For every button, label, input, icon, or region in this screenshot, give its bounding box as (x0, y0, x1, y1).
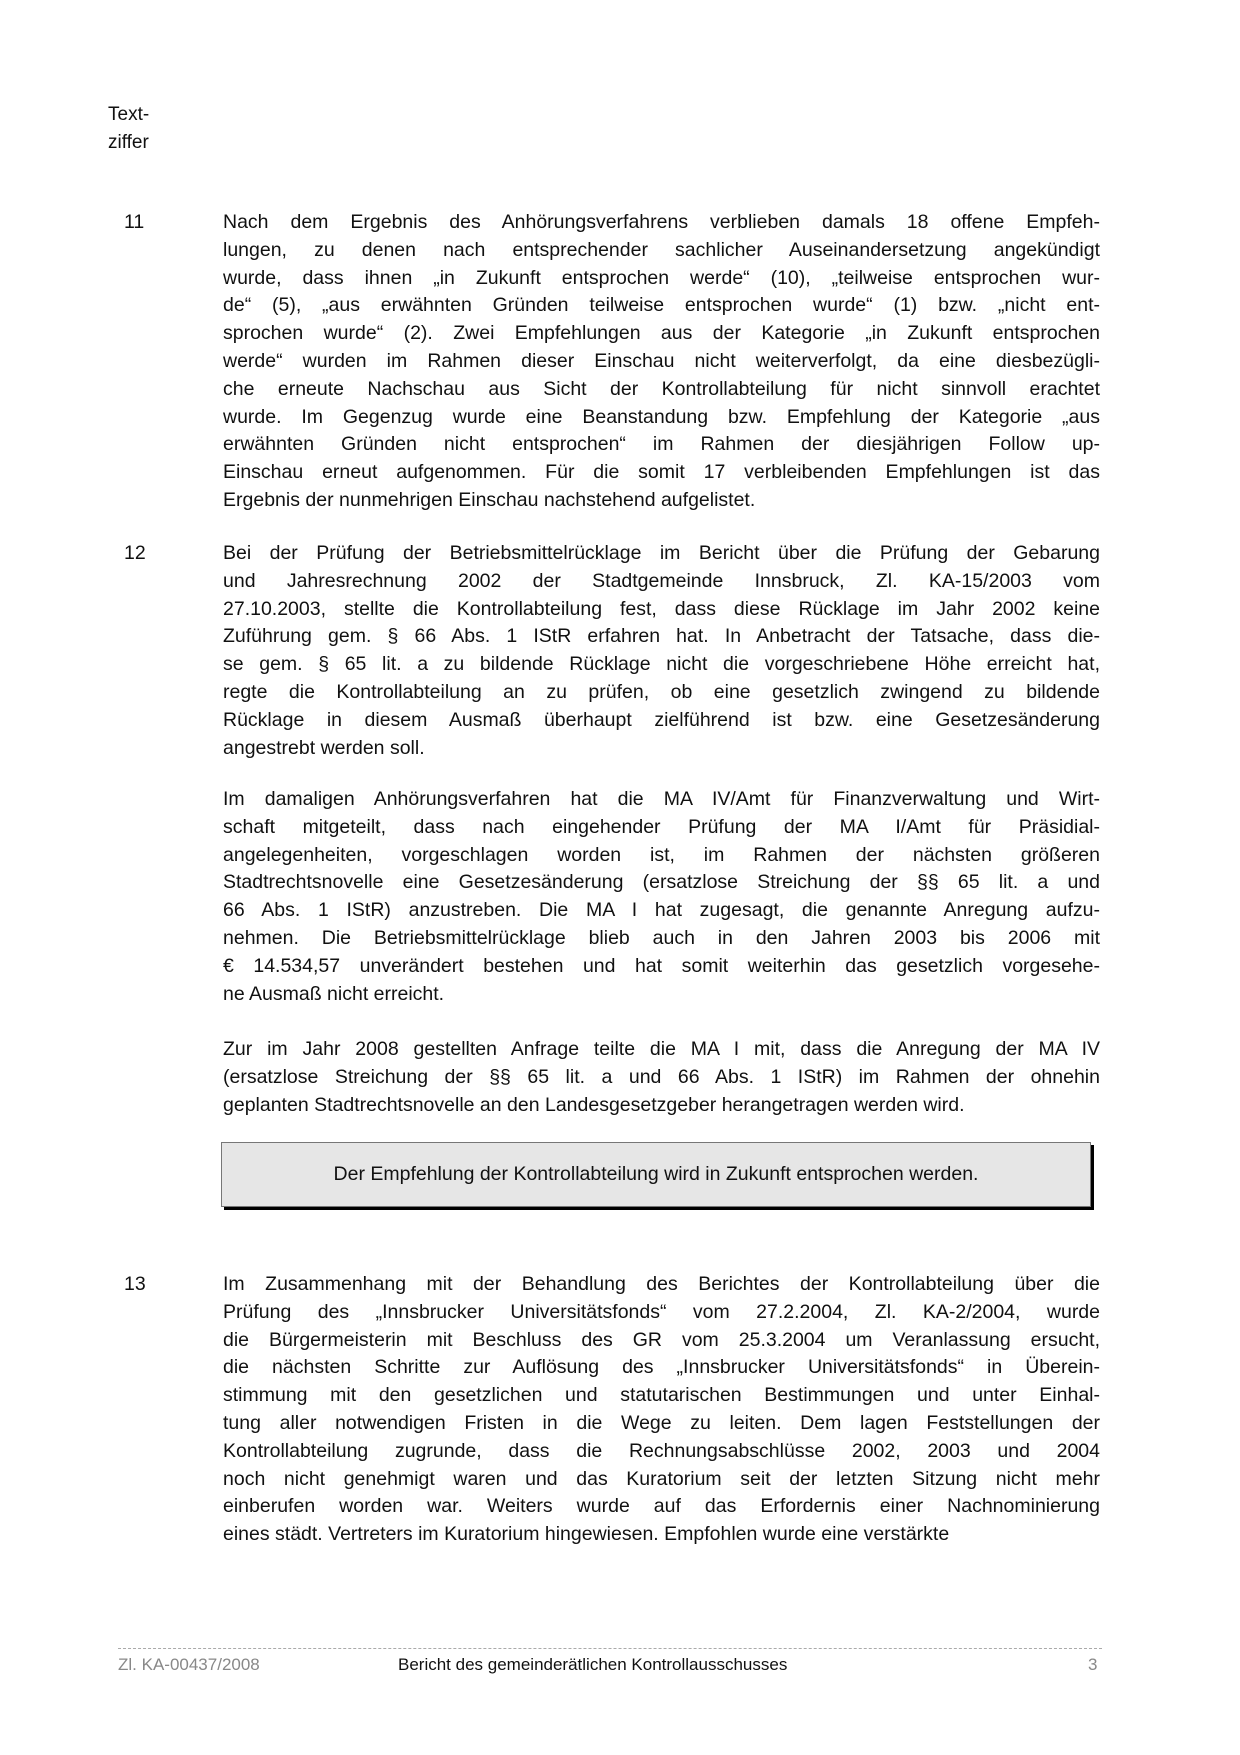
text-line: € 14.534,57 unverändert bestehen und hat somit weiterhin das gesetzlich vorgesehe- (223, 954, 1100, 977)
text-line: Zuführung gem. § 66 Abs. 1 IStR erfahren hat. In Anbetracht der Tatsache, dass die- (223, 625, 1100, 648)
text-line: stimmung mit den gesetzlichen und statutarischen Bestimmungen und unter Einhal- (223, 1384, 1100, 1407)
footer-reference: Zl. KA-00437/2008 (118, 1655, 260, 1674)
text-line: Ergebnis der nunmehrigen Einschau nachstehend aufgelistet. (223, 488, 756, 511)
text-line: Nach dem Ergebnis des Anhörungsverfahrens verblieben damals 18 offene Empfeh- (223, 211, 1100, 233)
text-line: 27.10.2003, stellte die Kontrollabteilung fest, dass diese Rücklage im Jahr 2002 keine (223, 597, 1100, 620)
text-line: geplanten Stadtrechtsnovelle an den Landesgesetzgeber herangetragen werden wird. (223, 1093, 965, 1116)
text-line: se gem. § 65 lit. a zu bildende Rücklage nicht die vorgeschriebene Höhe erreicht hat, (223, 653, 1100, 676)
textziffer-heading (108, 101, 149, 157)
text-line: erwähnten Gründen nicht entsprochen“ im Rahmen der diesjährigen Follow up- (223, 433, 1100, 456)
text-line: Kontrollabteilung zugrunde, dass die Rechnungsabschlüsse 2002, 2003 und 2004 (223, 1439, 1100, 1462)
section-12-paragraph-3 (223, 1036, 1100, 1119)
text-line: de“ (5), „aus erwähnten Gründen teilweise entsprochen wurde“ (1) bzw. „nicht ent- (223, 294, 1100, 317)
text-line: wurde. Im Gegenzug wurde eine Beanstandung bzw. Empfehlung der Kategorie „aus (223, 405, 1100, 428)
text-line: noch nicht genehmigt waren und das Kuratorium seit der letzten Sitzung nicht mehr (223, 1467, 1100, 1490)
textziffer-line-1: Text- (108, 104, 150, 125)
section-13-paragraph-1 (223, 1271, 1100, 1549)
text-line: Im damaligen Anhörungsverfahren hat die MA IV/Amt für Finanzverwaltung und Wirt- (223, 788, 1100, 810)
text-line: angelegenheiten, vorgeschlagen worden ist, im Rahmen der nächsten größeren (223, 843, 1100, 866)
text-line: einberufen worden war. Weiters wurde auf das Erfordernis einer Nachnominierung (223, 1495, 1100, 1518)
text-line: die nächsten Schritte zur Auflösung des „Innsbrucker Universitätsfonds“ in Überein- (223, 1356, 1100, 1379)
text-line: Bei der Prüfung der Betriebsmittelrücklage im Bericht über die Prüfung der Gebarung (223, 542, 1100, 564)
text-line: tung aller notwendigen Fristen in die Wege zu leiten. Dem lagen Feststellungen der (223, 1411, 1100, 1434)
text-line: die Bürgermeisterin mit Beschluss des GR vom 25.3.2004 um Veranlassung ersucht, (223, 1328, 1100, 1351)
textziffer-line-2: ziffer (108, 132, 149, 153)
text-line: (ersatzlose Streichung der §§ 65 lit. a und 66 Abs. 1 IStR) im Rahmen der ohnehin (223, 1065, 1100, 1088)
text-line: ne Ausmaß nicht erreicht. (223, 982, 445, 1005)
text-line: sprochen wurde“ (2). Zwei Empfehlungen aus der Kategorie „in Zukunft entsprochen (223, 322, 1100, 345)
text-line: regte die Kontrollabteilung an zu prüfen, ob eine gesetzlich zwingend zu bildende (223, 680, 1100, 703)
result-text: Der Empfehlung der Kontrollabteilung wird in Zukunft entsprochen werden. (333, 1163, 979, 1185)
text-line: Einschau erneut aufgenommen. Für die somit 17 verbleibenden Empfehlungen ist das (223, 461, 1100, 484)
text-line: wurde, dass ihnen „in Zukunft entsprochen werde“ (10), „teilweise entsprochen wur- (223, 266, 1100, 289)
text-line: werde“ wurden im Rahmen dieser Einschau nicht weiterverfolgt, da eine diesbezügli- (223, 349, 1100, 372)
section-12-paragraph-2 (223, 786, 1100, 1008)
text-line: schaft mitgeteilt, dass nach eingehender Prüfung der MA I/Amt für Präsidial- (223, 815, 1100, 838)
footer-title: Bericht des gemeinderätlichen Kontrollausschusses (398, 1655, 788, 1674)
text-line: und Jahresrechnung 2002 der Stadtgemeinde Innsbruck, Zl. KA-15/2003 vom (223, 569, 1100, 592)
section-number: 11 (124, 211, 145, 233)
text-line: Prüfung des „Innsbrucker Universitätsfonds“ vom 27.2.2004, Zl. KA-2/2004, wurde (223, 1300, 1100, 1323)
text-line: lungen, zu denen nach entsprechender sachlicher Auseinandersetzung angekündigt (223, 238, 1100, 261)
section-number: 12 (124, 542, 146, 564)
text-line: che erneute Nachschau aus Sicht der Kontrollabteilung für nicht sinnvoll erachtet (223, 377, 1100, 400)
text-line: angestrebt werden soll. (223, 736, 425, 759)
result-box (221, 1142, 1091, 1207)
footer-divider (118, 1648, 1102, 1649)
text-line: Stadtrechtsnovelle eine Gesetzesänderung (ersatzlose Streichung der §§ 65 lit. a und (223, 871, 1100, 894)
text-line: 66 Abs. 1 IStR) anzustreben. Die MA I hat zugesagt, die genannte Anregung aufzu- (223, 899, 1100, 922)
text-line: nehmen. Die Betriebsmittelrücklage blieb auch in den Jahren 2003 bis 2006 mit (223, 926, 1100, 949)
text-line: eines städt. Vertreters im Kuratorium hingewiesen. Empfohlen wurde eine verstärkte (223, 1523, 950, 1546)
section-number: 13 (124, 1273, 146, 1295)
text-line: Rücklage in diesem Ausmaß überhaupt zielführend ist bzw. eine Gesetzesänderung (223, 708, 1100, 731)
section-12-paragraph-1 (223, 540, 1100, 762)
page-number: 3 (1088, 1655, 1098, 1674)
section-11-paragraph-1 (223, 209, 1100, 515)
text-line: Zur im Jahr 2008 gestellten Anfrage teilte die MA I mit, dass die Anregung der MA IV (223, 1038, 1100, 1060)
text-line: Im Zusammenhang mit der Behandlung des Berichtes der Kontrollabteilung über die (223, 1273, 1100, 1295)
